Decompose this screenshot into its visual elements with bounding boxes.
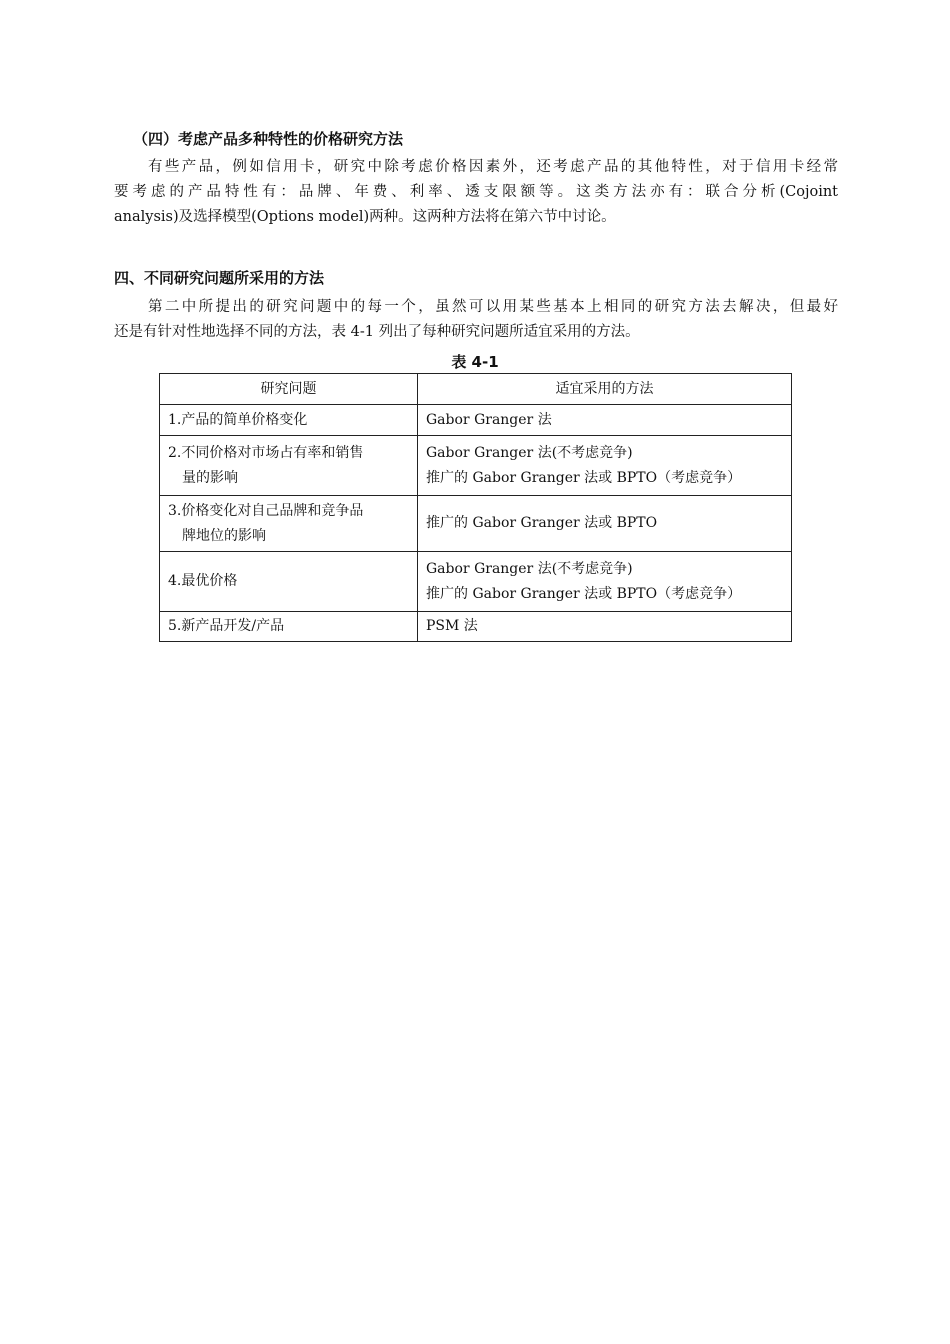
- method-cell: 推广的 Gabor Granger 法或 BPTO: [418, 496, 792, 552]
- header-suitable-method: 适宜采用的方法: [418, 374, 792, 405]
- question-cell: 1.产品的简单价格变化: [160, 405, 418, 436]
- subsection-heading: （四）考虑产品多种特性的价格研究方法: [133, 130, 404, 148]
- table-row: [160, 612, 792, 642]
- method-cell: Gabor Granger 法: [418, 405, 792, 436]
- table-caption: 表 4-1: [451, 353, 499, 371]
- table-row: [160, 405, 792, 436]
- method-cell: Gabor Granger 法(不考虑竞争) 推广的 Gabor Granger 法或 BPTO（考虑竞争）: [418, 436, 792, 496]
- paragraph-line: 要考虑的产品特性有：品牌、年费、利率、透支限额等。这类方法亦有：联合分析(Cojoint: [114, 184, 838, 200]
- method-cell: Gabor Granger 法(不考虑竞争) 推广的 Gabor Granger 法或 BPTO（考虑竞争）: [418, 552, 792, 612]
- question-cell: 3.价格变化对自己品牌和竞争品 牌地位的影响: [160, 496, 418, 552]
- section-paragraph: [114, 295, 838, 345]
- question-cell: 5.新产品开发/产品: [160, 612, 418, 642]
- header-research-question: 研究问题: [160, 374, 418, 405]
- table-row: [160, 552, 792, 612]
- paragraph-line: 有些产品，例如信用卡，研究中除考虑价格因素外，还考虑产品的其他特性，对于信用卡经常: [148, 159, 838, 175]
- table-row: [160, 496, 792, 552]
- table-row: [160, 436, 792, 496]
- section-heading: 四、不同研究问题所采用的方法: [114, 269, 325, 287]
- table-header-row: [160, 374, 792, 405]
- methods-table: [159, 373, 792, 642]
- paragraph-line: 第二中所提出的研究问题中的每一个，虽然可以用某些基本上相同的研究方法去解决，但最好: [148, 299, 838, 315]
- subsection-paragraph: [114, 155, 838, 230]
- paragraph-line: 还是有针对性地选择不同的方法，表 4-1 列出了每种研究问题所适宜采用的方法。: [114, 324, 640, 340]
- question-cell: 4.最优价格: [160, 552, 418, 612]
- method-cell: PSM 法: [418, 612, 792, 642]
- paragraph-line: analysis)及选择模型(Options model)两种。这两种方法将在第六节中讨论。: [114, 209, 616, 225]
- question-cell: 2.不同价格对市场占有率和销售 量的影响: [160, 436, 418, 496]
